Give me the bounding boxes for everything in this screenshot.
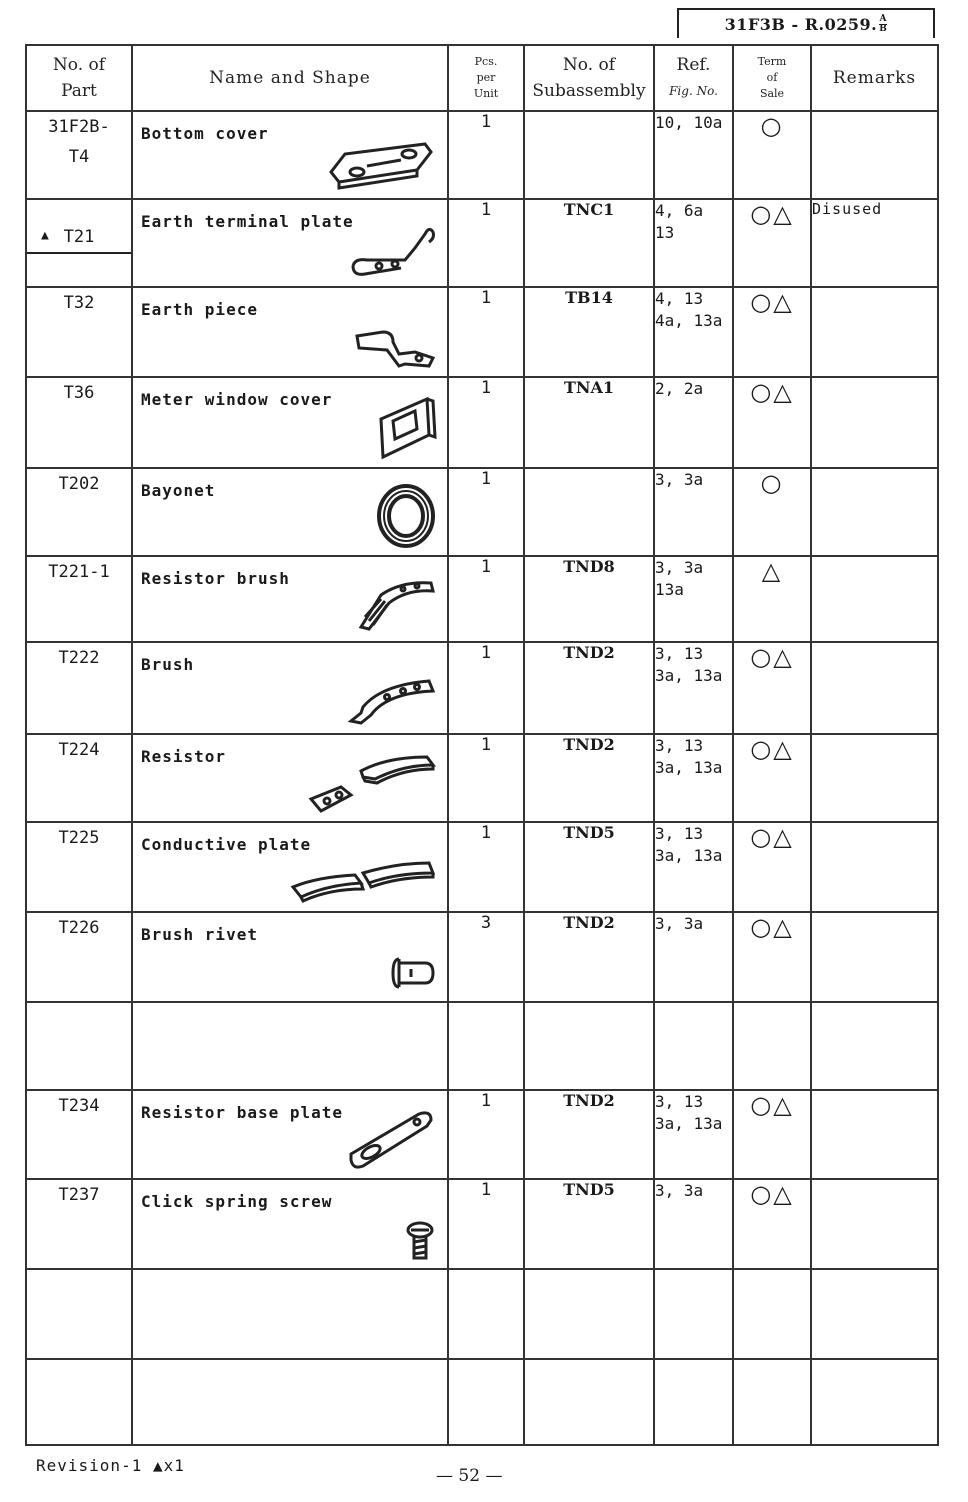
part-name: Resistor bbox=[141, 746, 227, 766]
remarks-cell bbox=[811, 734, 938, 822]
ref-fig-line2: 13 bbox=[655, 223, 675, 243]
pcs-cell bbox=[448, 1090, 524, 1178]
term-of-sale-cell bbox=[733, 377, 811, 467]
table-row bbox=[26, 1090, 938, 1178]
table-row bbox=[26, 111, 938, 199]
ref-fig-cell bbox=[654, 1359, 733, 1445]
part-number: T224 bbox=[58, 739, 100, 760]
ref-fig-cell bbox=[654, 556, 733, 642]
remarks-cell bbox=[811, 912, 938, 1002]
remarks-text: Disused bbox=[812, 200, 883, 219]
subassembly-cell bbox=[524, 1269, 654, 1359]
subassembly-cell bbox=[524, 1002, 654, 1090]
term-of-sale-cell bbox=[733, 734, 811, 822]
pcs-per-unit: 1 bbox=[480, 1091, 492, 1112]
ref-fig-line1: 2, 2a bbox=[655, 379, 704, 399]
ref-fig-cell bbox=[654, 199, 733, 287]
remarks-cell bbox=[811, 556, 938, 642]
term-of-sale-symbols: ○△ bbox=[750, 1091, 794, 1120]
table-row bbox=[26, 912, 938, 1002]
table-row bbox=[26, 199, 938, 287]
header-pcs-per-unit bbox=[448, 45, 524, 111]
remarks-cell bbox=[811, 1359, 938, 1445]
pcs-per-unit: 1 bbox=[480, 823, 492, 843]
part-number: T222 bbox=[58, 647, 100, 668]
ref-fig-line1: 4, 6a bbox=[655, 201, 704, 221]
pcs-cell bbox=[448, 199, 524, 287]
pcs-cell bbox=[448, 111, 524, 199]
part-name: Conductive plate bbox=[141, 835, 312, 854]
part-number: T21 bbox=[63, 227, 95, 248]
name-shape-cell bbox=[132, 1359, 448, 1445]
term-of-sale-symbols: ○△ bbox=[750, 288, 794, 317]
part-name: Brush bbox=[141, 654, 195, 674]
header-part-number bbox=[26, 45, 132, 111]
term-of-sale-cell bbox=[733, 287, 811, 377]
subassembly-number: TND5 bbox=[563, 823, 615, 842]
subassembly-number: TB14 bbox=[565, 288, 613, 308]
ref-fig-cell bbox=[654, 734, 733, 822]
remarks-cell bbox=[811, 111, 938, 199]
ref-fig-line2: 13a bbox=[655, 579, 684, 599]
name-shape-cell bbox=[132, 1090, 448, 1178]
ref-fig-cell bbox=[654, 912, 733, 1002]
part-name: Bottom cover bbox=[141, 124, 269, 143]
term-of-sale-symbols: ○△ bbox=[750, 642, 794, 671]
pcs-per-unit: 1 bbox=[480, 556, 492, 577]
remarks-cell bbox=[811, 1179, 938, 1269]
name-shape-cell bbox=[132, 912, 448, 1002]
subassembly-number: TND2 bbox=[563, 642, 615, 662]
part-number: T4 bbox=[68, 147, 90, 167]
pcs-per-unit: 1 bbox=[480, 642, 492, 663]
subassembly-cell bbox=[524, 468, 654, 556]
part-number: T221-1 bbox=[48, 561, 110, 582]
table-row bbox=[26, 377, 938, 467]
remarks-cell bbox=[811, 1002, 938, 1090]
name-shape-cell bbox=[132, 287, 448, 377]
subassembly-cell bbox=[524, 556, 654, 642]
part-number: T226 bbox=[58, 918, 100, 939]
subassembly-number: TND2 bbox=[563, 1091, 615, 1111]
document-code-text: 31F3B - R.0259. bbox=[724, 14, 878, 34]
subassembly-cell bbox=[524, 912, 654, 1002]
header-term-line2: of bbox=[766, 71, 778, 84]
term-of-sale-symbols: ○ bbox=[760, 468, 784, 497]
header-ref-fig bbox=[654, 45, 733, 111]
table-row bbox=[26, 734, 938, 822]
pcs-per-unit: 1 bbox=[480, 378, 492, 399]
revision-triangle-mark: ▲ bbox=[41, 228, 49, 244]
part-number-cell bbox=[26, 287, 132, 377]
remarks-cell bbox=[811, 822, 938, 912]
part-name: Brush rivet bbox=[141, 925, 258, 945]
name-shape-cell bbox=[132, 642, 448, 734]
document-code bbox=[677, 8, 935, 38]
term-of-sale-cell bbox=[733, 912, 811, 1002]
header-term-line1: Term bbox=[757, 55, 787, 68]
term-of-sale-cell bbox=[733, 1359, 811, 1445]
part-number-cell bbox=[26, 822, 132, 912]
subassembly-number: TNA1 bbox=[563, 378, 615, 398]
term-of-sale-symbols: ○△ bbox=[750, 200, 794, 229]
header-term-line3: Sale bbox=[759, 87, 785, 100]
pcs-cell bbox=[448, 556, 524, 642]
table-row bbox=[26, 468, 938, 556]
header-ref-line1: Ref. bbox=[676, 55, 711, 75]
ref-fig-line2: 3a, 13a bbox=[655, 1114, 723, 1134]
ref-fig-line1: 3, 13 bbox=[655, 824, 704, 843]
part-number-cell bbox=[26, 468, 132, 556]
pcs-per-unit: 1 bbox=[480, 468, 492, 489]
name-shape-cell bbox=[132, 822, 448, 912]
pcs-cell bbox=[448, 1179, 524, 1269]
term-of-sale-cell bbox=[733, 468, 811, 556]
part-number-cell bbox=[26, 1002, 132, 1090]
part-number-cell bbox=[26, 1179, 132, 1269]
subassembly-cell bbox=[524, 377, 654, 467]
subassembly-cell bbox=[524, 287, 654, 377]
header-pcs-line2: per bbox=[476, 71, 496, 84]
ref-fig-cell bbox=[654, 822, 733, 912]
fraction-bottom: B bbox=[879, 23, 888, 34]
remarks-cell bbox=[811, 1090, 938, 1178]
pcs-cell bbox=[448, 1269, 524, 1359]
pcs-cell bbox=[448, 912, 524, 1002]
table-row bbox=[26, 1359, 938, 1445]
ref-fig-line1: 3, 13 bbox=[655, 735, 704, 755]
subassembly-cell bbox=[524, 1179, 654, 1269]
term-of-sale-cell bbox=[733, 1002, 811, 1090]
header-row bbox=[26, 45, 938, 111]
name-shape-cell bbox=[132, 556, 448, 642]
ref-fig-cell bbox=[654, 468, 733, 556]
remarks-cell bbox=[811, 1269, 938, 1359]
name-shape-cell bbox=[132, 468, 448, 556]
pcs-per-unit: 1 bbox=[480, 200, 492, 221]
header-part-line1: No. of bbox=[52, 55, 106, 75]
part-number-cell bbox=[26, 1090, 132, 1178]
strike-line bbox=[27, 252, 131, 254]
table-row bbox=[26, 1269, 938, 1359]
table-row bbox=[26, 556, 938, 642]
ref-fig-line1: 3, 13 bbox=[655, 643, 704, 663]
ref-fig-line2: 3a, 13a bbox=[655, 757, 723, 777]
ref-fig-line2: 3a, 13a bbox=[655, 846, 723, 865]
part-prefix: 31F2B- bbox=[48, 117, 110, 137]
term-of-sale-symbols: ○ bbox=[760, 112, 784, 140]
parts-table bbox=[25, 44, 939, 1446]
part-name: Earth piece bbox=[141, 300, 258, 320]
subassembly-cell bbox=[524, 822, 654, 912]
subassembly-cell bbox=[524, 642, 654, 734]
part-number-cell bbox=[26, 642, 132, 734]
subassembly-number: TND2 bbox=[563, 734, 615, 754]
pcs-cell bbox=[448, 822, 524, 912]
remarks-cell bbox=[811, 377, 938, 467]
ref-fig-line1: 3, 3a bbox=[655, 469, 704, 489]
pcs-cell bbox=[448, 377, 524, 467]
part-number-cell bbox=[26, 1269, 132, 1359]
ref-fig-cell bbox=[654, 1269, 733, 1359]
term-of-sale-symbols: ○△ bbox=[750, 913, 794, 942]
header-term-of-sale bbox=[733, 45, 811, 111]
subassembly-cell bbox=[524, 1090, 654, 1178]
name-shape-cell bbox=[132, 734, 448, 822]
header-sub-line1: No. of bbox=[562, 55, 616, 75]
ref-fig-line2: 4a, 13a bbox=[655, 311, 723, 331]
ref-fig-cell bbox=[654, 642, 733, 734]
part-number: T202 bbox=[58, 473, 100, 494]
part-name: Click spring screw bbox=[141, 1191, 333, 1211]
ref-fig-cell bbox=[654, 1002, 733, 1090]
ref-fig-line1: 3, 3a bbox=[655, 557, 704, 577]
ref-fig-cell bbox=[654, 287, 733, 377]
subassembly-number: TND2 bbox=[563, 913, 615, 933]
header-ref-line2: Fig. No. bbox=[669, 84, 718, 98]
pcs-cell bbox=[448, 1359, 524, 1445]
pcs-cell bbox=[448, 287, 524, 377]
part-number: T36 bbox=[63, 383, 95, 404]
header-name-shape: Name and Shape bbox=[132, 45, 448, 111]
name-shape-cell bbox=[132, 377, 448, 467]
header-remarks: Remarks bbox=[811, 45, 938, 111]
part-number-cell bbox=[26, 912, 132, 1002]
remarks-cell bbox=[811, 287, 938, 377]
header-pcs-line1: Pcs. bbox=[474, 55, 498, 68]
part-number-cell bbox=[26, 377, 132, 467]
term-of-sale-symbols: ○△ bbox=[750, 378, 794, 407]
part-number: T32 bbox=[63, 293, 95, 314]
term-of-sale-cell bbox=[733, 822, 811, 912]
fraction-top: A bbox=[879, 13, 887, 24]
term-of-sale-symbols: ○△ bbox=[750, 823, 794, 851]
subassembly-number: TNC1 bbox=[563, 200, 615, 220]
remarks-cell bbox=[811, 642, 938, 734]
pcs-cell bbox=[448, 468, 524, 556]
subassembly-number: TND5 bbox=[563, 1179, 615, 1199]
subassembly-cell bbox=[524, 1359, 654, 1445]
term-of-sale-cell bbox=[733, 1090, 811, 1178]
term-of-sale-symbols: ○△ bbox=[750, 734, 794, 763]
pcs-per-unit: 1 bbox=[480, 1179, 492, 1200]
part-name: Bayonet bbox=[141, 480, 216, 500]
pcs-cell bbox=[448, 734, 524, 822]
subassembly-cell bbox=[524, 199, 654, 287]
pcs-cell bbox=[448, 642, 524, 734]
pcs-per-unit: 3 bbox=[480, 913, 492, 934]
part-number-cell bbox=[26, 734, 132, 822]
part-number: T237 bbox=[58, 1184, 100, 1205]
term-of-sale-cell bbox=[733, 199, 811, 287]
ref-fig-cell bbox=[654, 111, 733, 199]
header-part-line2: Part bbox=[61, 81, 97, 101]
ref-fig-line1: 4, 13 bbox=[655, 289, 704, 309]
part-name: Resistor base plate bbox=[141, 1103, 344, 1123]
part-name: Resistor brush bbox=[141, 568, 290, 588]
header-subassembly bbox=[524, 45, 654, 111]
ref-fig-line1: 3, 3a bbox=[655, 914, 704, 934]
remarks-cell bbox=[811, 468, 938, 556]
name-shape-cell bbox=[132, 199, 448, 287]
subassembly-cell bbox=[524, 111, 654, 199]
remarks-cell bbox=[811, 199, 938, 287]
pcs-per-unit: 1 bbox=[480, 112, 492, 132]
page-number: — 52 — bbox=[436, 1466, 503, 1486]
part-number-cell bbox=[26, 1359, 132, 1445]
name-shape-cell bbox=[132, 111, 448, 199]
name-shape-cell bbox=[132, 1179, 448, 1269]
ref-fig-line2: 3a, 13a bbox=[655, 665, 723, 685]
header-pcs-line3: Unit bbox=[473, 87, 499, 100]
part-number-cell bbox=[26, 199, 132, 287]
revision-fraction bbox=[879, 15, 887, 34]
term-of-sale-symbols: △ bbox=[761, 556, 783, 585]
table-row bbox=[26, 822, 938, 912]
term-of-sale-cell bbox=[733, 1269, 811, 1359]
pcs-cell bbox=[448, 1002, 524, 1090]
part-name: Meter window cover bbox=[141, 390, 333, 410]
term-of-sale-cell bbox=[733, 642, 811, 734]
part-number: T234 bbox=[58, 1096, 100, 1117]
ref-fig-cell bbox=[654, 1090, 733, 1178]
part-number-cell bbox=[26, 556, 132, 642]
revision-note: Revision-1 ▲x1 bbox=[36, 1456, 185, 1475]
ref-fig-line1: 3, 13 bbox=[655, 1092, 704, 1112]
header-sub-line2: Subassembly bbox=[532, 81, 646, 101]
term-of-sale-symbols: ○△ bbox=[750, 1179, 794, 1208]
pcs-per-unit: 1 bbox=[480, 288, 492, 309]
pcs-per-unit: 1 bbox=[480, 734, 492, 755]
name-shape-cell bbox=[132, 1269, 448, 1359]
table-row bbox=[26, 1179, 938, 1269]
subassembly-number: TND8 bbox=[563, 556, 615, 576]
table-row bbox=[26, 1002, 938, 1090]
ref-fig-cell bbox=[654, 1179, 733, 1269]
ref-fig-line1: 3, 3a bbox=[655, 1180, 704, 1200]
ref-fig-cell bbox=[654, 377, 733, 467]
ref-fig-line1: 10, 10a bbox=[655, 113, 723, 132]
table-row bbox=[26, 642, 938, 734]
term-of-sale-cell bbox=[733, 1179, 811, 1269]
part-name: Earth terminal plate bbox=[141, 212, 354, 232]
term-of-sale-cell bbox=[733, 111, 811, 199]
name-shape-cell bbox=[132, 1002, 448, 1090]
term-of-sale-cell bbox=[733, 556, 811, 642]
part-number: T225 bbox=[58, 828, 100, 848]
part-number-cell bbox=[26, 111, 132, 199]
subassembly-cell bbox=[524, 734, 654, 822]
table-row bbox=[26, 287, 938, 377]
